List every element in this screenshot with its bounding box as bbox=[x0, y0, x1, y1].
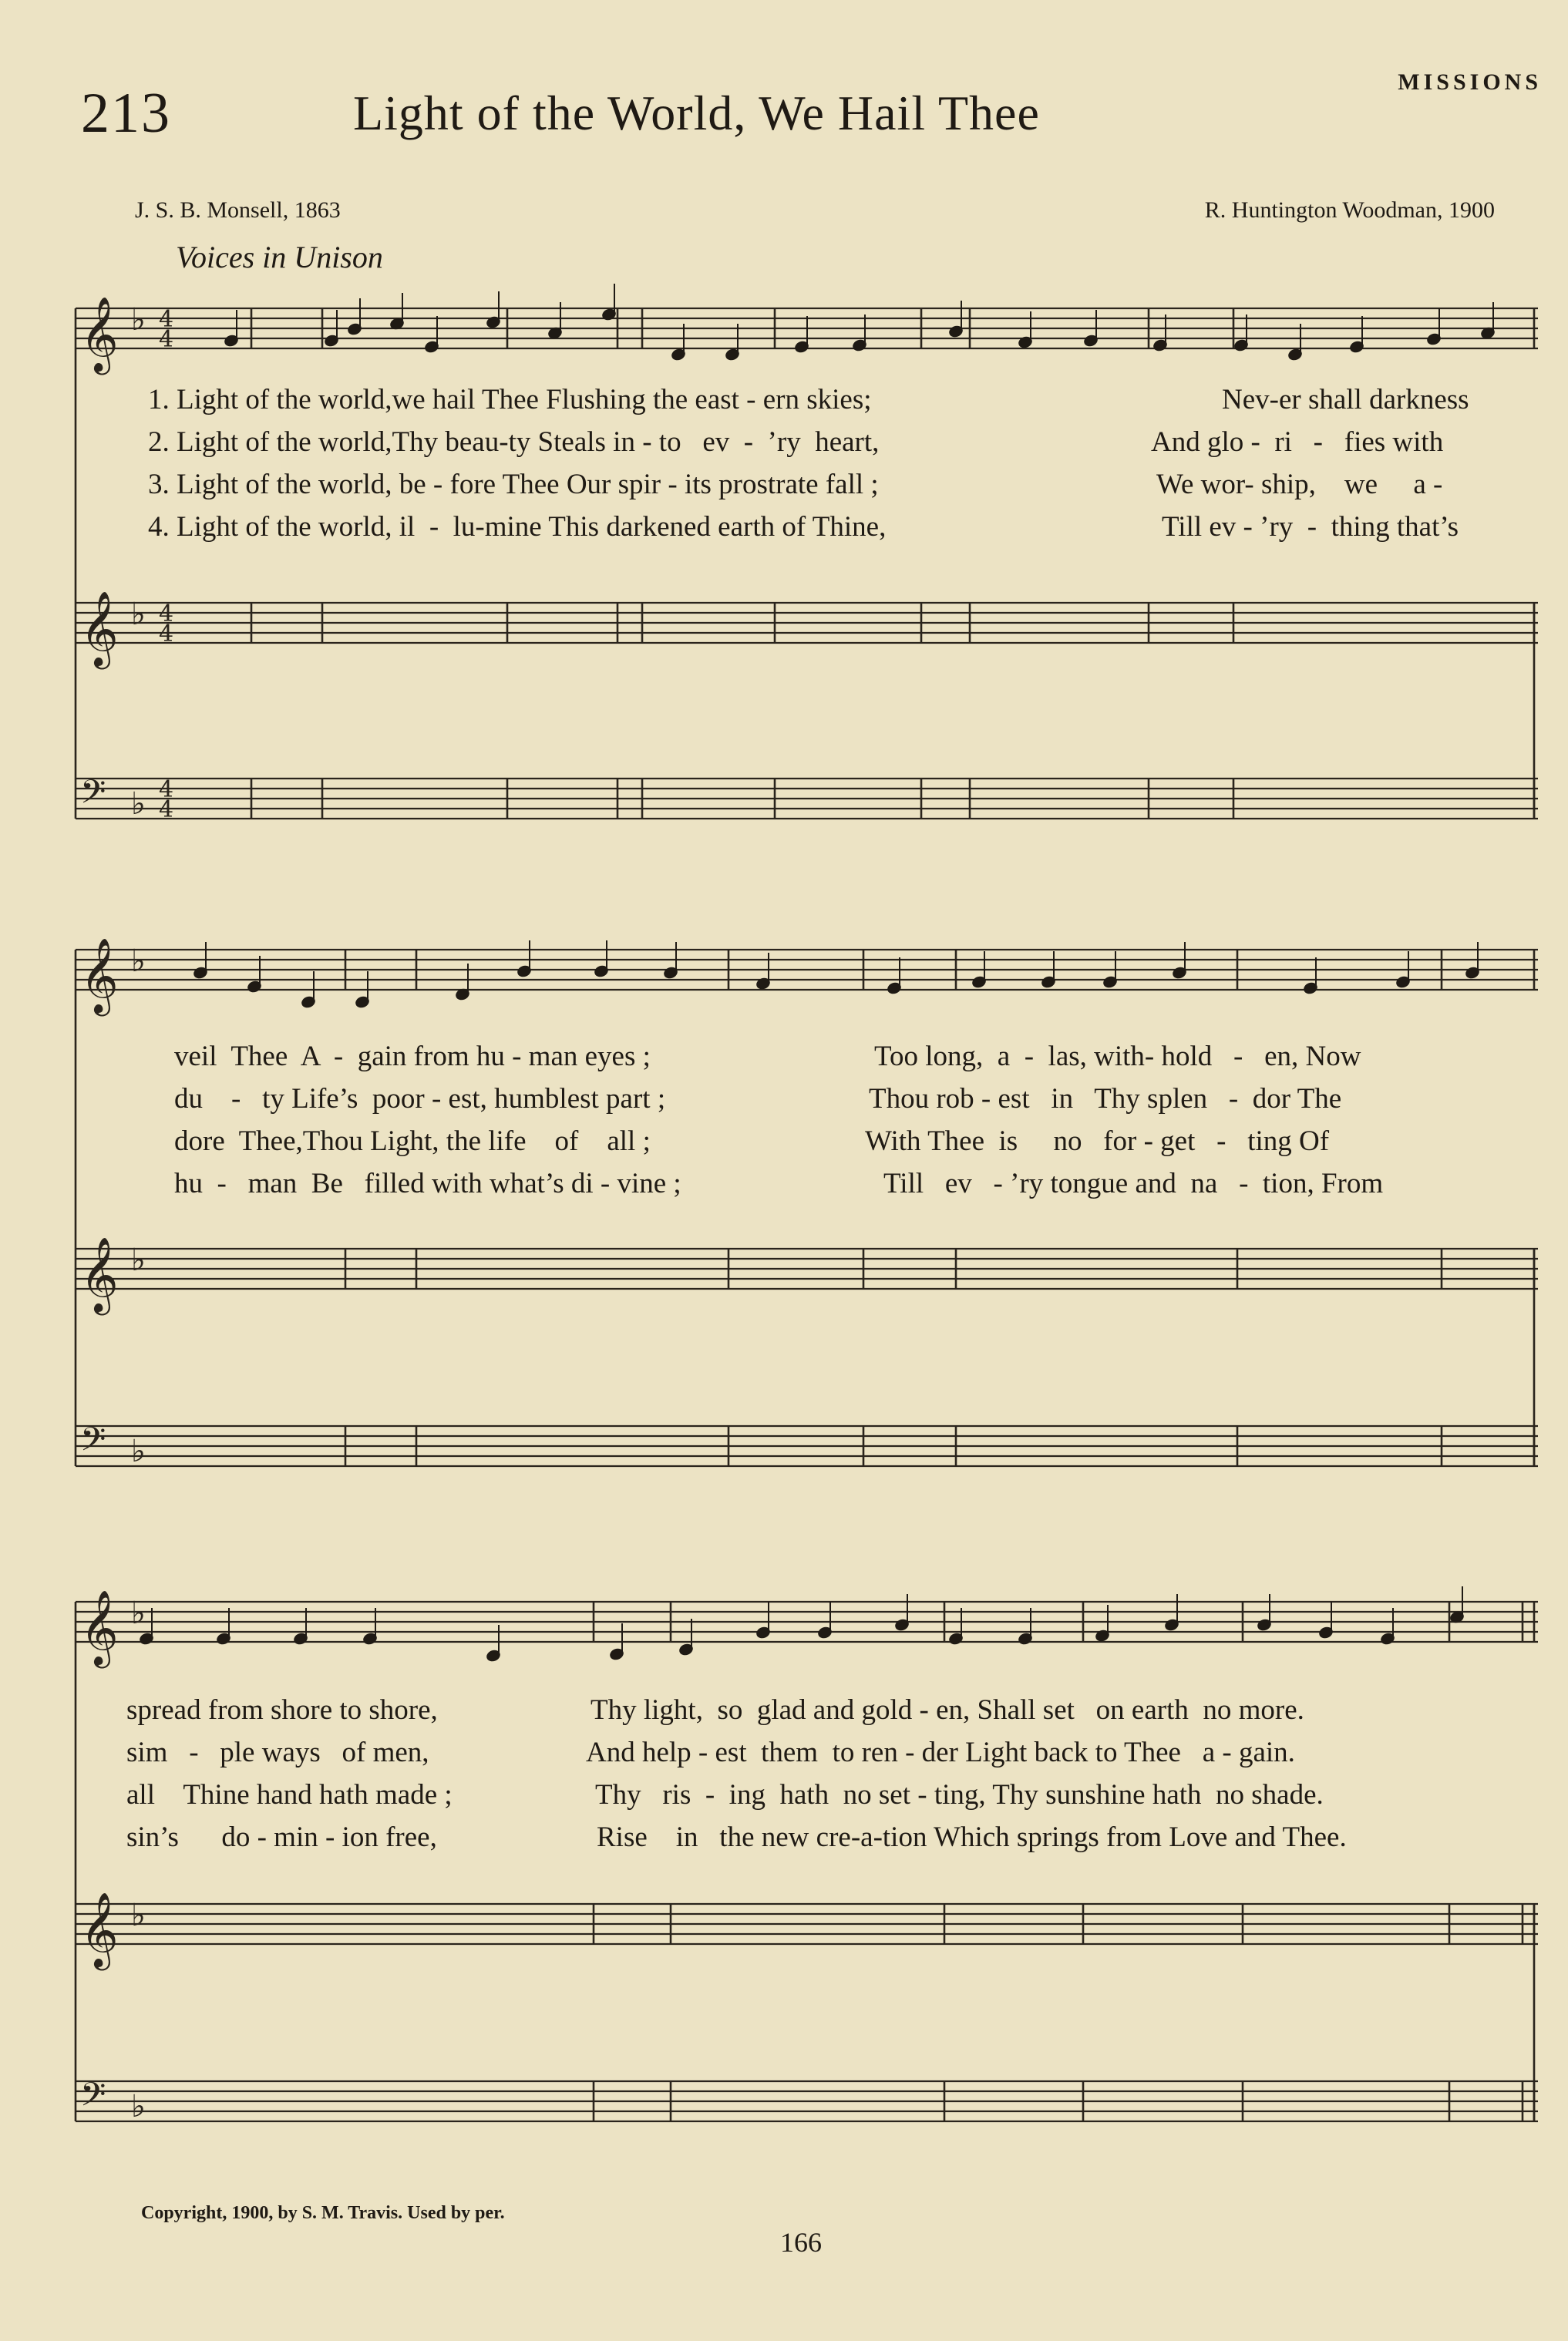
verse-2-line-2a: du - ty Life’s poor - est, humblest part ; bbox=[174, 1083, 666, 1115]
flat-key-signature-icon: ♭ bbox=[131, 943, 146, 979]
bass-clef-icon: 𝄢 bbox=[80, 773, 106, 819]
verse-1-line-3a: spread from shore to shore, bbox=[126, 1694, 438, 1726]
time-signature-top: 4 bbox=[159, 776, 174, 803]
flat-key-signature-icon: ♭ bbox=[131, 2089, 146, 2124]
section-label: MISSIONS bbox=[1398, 69, 1542, 95]
author-credit: J. S. B. Monsell, 1863 bbox=[135, 197, 341, 223]
verse-4-line-1: 4. Light of the world, il - lu-mine This darkened earth of Thine, bbox=[148, 511, 887, 543]
time-signature-bottom: 4 bbox=[159, 796, 174, 823]
verse-3-line-1-end: We wor- ship, we a - bbox=[1156, 469, 1443, 500]
verse-3-line-3a: all Thine hand hath made ; bbox=[126, 1779, 453, 1811]
bass-clef-icon: 𝄢 bbox=[80, 1421, 106, 1467]
treble-clef-icon: 𝄞 bbox=[80, 296, 119, 372]
flat-key-signature-icon: ♭ bbox=[131, 1434, 146, 1469]
treble-clef-icon: 𝄞 bbox=[80, 937, 119, 1013]
composer-credit: R. Huntington Woodman, 1900 bbox=[1204, 197, 1495, 223]
verse-1-line-1: 1. Light of the world,we hail Thee Flushing the east - ern skies; bbox=[148, 384, 872, 415]
verse-1-line-1-end: Nev-er shall darkness bbox=[1222, 384, 1469, 415]
verse-3-line-3b: Thy ris - ing hath no set - ting, Thy sunshine hath no shade. bbox=[595, 1779, 1324, 1811]
verse-4-line-1-end: Till ev - ’ry - thing that’s bbox=[1162, 511, 1459, 543]
flat-key-signature-icon: ♭ bbox=[131, 302, 146, 338]
bass-clef-icon: 𝄢 bbox=[80, 2076, 106, 2122]
flat-key-signature-icon: ♭ bbox=[131, 1243, 146, 1278]
verse-4-line-3a: sin’s do - min - ion free, bbox=[126, 1821, 437, 1853]
verse-2-line-1-end: And glo - ri - fies with bbox=[1151, 426, 1444, 458]
flat-key-signature-icon: ♭ bbox=[131, 597, 146, 632]
flat-key-signature-icon: ♭ bbox=[131, 786, 146, 822]
hymn-number: 213 bbox=[81, 82, 171, 145]
verse-2-line-2b: Thou rob - est in Thy splen - dor The bbox=[869, 1083, 1342, 1115]
verse-3-line-1: 3. Light of the world, be - fore Thee Our spir - its prostrate fall ; bbox=[148, 469, 879, 500]
hymn-title: Light of the World, We Hail Thee bbox=[353, 86, 1040, 140]
treble-clef-icon: 𝄞 bbox=[80, 1892, 119, 1967]
time-signature-bottom: 4 bbox=[159, 326, 174, 353]
verse-4-line-3b: Rise in the new cre-a-tion Which springs from Love and Thee. bbox=[597, 1821, 1347, 1853]
verse-2-line-1: 2. Light of the world,Thy beau-ty Steals in - to ev - ’ry heart, bbox=[148, 426, 880, 458]
verse-1-line-2b: Too long, a - las, with- hold - en, Now bbox=[874, 1041, 1361, 1072]
verse-1-line-2a: veil Thee A - gain from hu - man eyes ; bbox=[174, 1041, 651, 1072]
verse-3-line-2b: With Thee is no for - get - ting Of bbox=[865, 1125, 1330, 1157]
time-signature-top: 4 bbox=[159, 306, 174, 333]
verse-2-line-3a: sim - ple ways of men, bbox=[126, 1737, 429, 1768]
voices-direction: Voices in Unison bbox=[176, 240, 383, 274]
time-signature-top: 4 bbox=[159, 600, 174, 627]
time-signature-bottom: 4 bbox=[159, 621, 174, 647]
treble-clef-icon: 𝄞 bbox=[80, 1236, 119, 1312]
verse-3-line-2a: dore Thee,Thou Light, the life of all ; bbox=[174, 1125, 651, 1157]
copyright-notice: Copyright, 1900, by S. M. Travis. Used by per. bbox=[141, 2203, 505, 2223]
verse-4-line-2b: Till ev - ’ry tongue and na - tion, From bbox=[883, 1168, 1384, 1199]
verse-1-line-3b: Thy light, so glad and gold - en, Shall set on earth no more. bbox=[591, 1694, 1304, 1726]
verse-4-line-2a: hu - man Be filled with what’s di - vine ; bbox=[174, 1168, 681, 1199]
treble-clef-icon: 𝄞 bbox=[80, 590, 119, 666]
verse-2-line-3b: And help - est them to ren - der Light back to Thee a - gain. bbox=[586, 1737, 1295, 1768]
page-number: 166 bbox=[780, 2227, 822, 2258]
flat-key-signature-icon: ♭ bbox=[131, 1596, 146, 1631]
treble-clef-icon: 𝄞 bbox=[80, 1589, 119, 1665]
flat-key-signature-icon: ♭ bbox=[131, 1898, 146, 1933]
